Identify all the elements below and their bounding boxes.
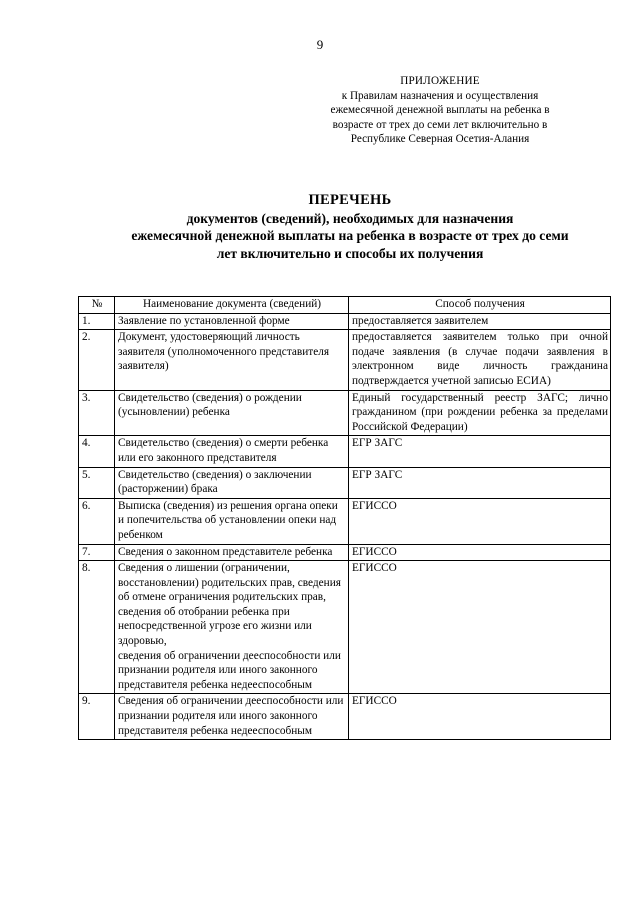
row-number: 4. <box>79 436 115 467</box>
row-number: 2. <box>79 330 115 390</box>
document-title <box>60 192 640 262</box>
page-number: 9 <box>316 37 324 52</box>
row-document-name: Свидетельство (сведения) о смерти ребенка или его законного представителя <box>115 436 349 467</box>
documents-table <box>78 296 611 740</box>
row-document-name: Сведения об ограничении дееспособности или признании родителя или иного законного представителя ребенка недееспособным <box>115 694 349 740</box>
row-method: Единый государственный реестр ЗАГС; лично гражданином (при рождении ребенка за пределами Российской Федерации) <box>349 390 611 436</box>
appendix-line: ежемесячной денежной выплаты на ребенка в <box>330 104 550 117</box>
row-number: 9. <box>79 694 115 740</box>
table-row <box>79 694 611 740</box>
row-document-name: Сведения о законном представителе ребенка <box>115 544 349 561</box>
appendix-line: возрасте от трех до семи лет включительно в <box>332 118 548 131</box>
row-method: ЕГР ЗАГС <box>349 436 611 467</box>
row-document-name: Выписка (сведения) из решения органа опеки и попечительства об установлении опеки над ребенком <box>115 498 349 544</box>
table-row <box>79 544 611 561</box>
row-number: 7. <box>79 544 115 561</box>
table-row <box>79 467 611 498</box>
appendix-block <box>300 74 580 147</box>
title-line: лет включительно и способы их получения <box>216 245 484 261</box>
header-method: Способ получения <box>349 297 611 314</box>
row-method: ЕГИССО <box>349 694 611 740</box>
table-row <box>79 561 611 694</box>
row-document-name: Свидетельство (сведения) о рождении (усыновлении) ребенка <box>115 390 349 436</box>
row-method: предоставляется заявителем только при очной подаче заявления (в случае подачи заявления в электронном виде личность гражданина подтверждается учетной записью ЕСИА) <box>349 330 611 390</box>
title-line: документов (сведений), необходимых для назначения <box>186 210 514 226</box>
row-number: 3. <box>79 390 115 436</box>
table-row <box>79 390 611 436</box>
appendix-heading: ПРИЛОЖЕНИЕ <box>400 75 480 87</box>
row-document-name: Документ, удостоверяющий личность заявителя (уполномоченного представителя заявителя) <box>115 330 349 390</box>
table-row <box>79 330 611 390</box>
title-line: ежемесячной денежной выплаты на ребенка в возрасте от трех до семи <box>131 228 569 243</box>
row-number: 5. <box>79 467 115 498</box>
row-method: ЕГИССО <box>349 561 611 694</box>
header-document-name: Наименование документа (сведений) <box>115 297 349 314</box>
table-header-row <box>79 297 611 314</box>
row-document-name: Свидетельство (сведения) о заключении (расторжении) брака <box>115 467 349 498</box>
table-row <box>79 498 611 544</box>
table-row <box>79 313 611 330</box>
row-document-name: Заявление по установленной форме <box>115 313 349 330</box>
row-number: 6. <box>79 498 115 544</box>
appendix-line: к Правилам назначения и осуществления <box>341 89 539 102</box>
table-row <box>79 436 611 467</box>
row-method: ЕГИССО <box>349 544 611 561</box>
row-document-name: Сведения о лишении (ограничении, восстановлении) родительских прав, сведения об отмене ограничения родительских прав, сведения об отобрании ребенка при непосредственной угрозе его жизни или здоровью, сведения об ограничении дееспособности или признании родителя или иного законного представителя ребенка недееспособным <box>115 561 349 694</box>
title-main: ПЕРЕЧЕНЬ <box>308 192 392 208</box>
row-number: 1. <box>79 313 115 330</box>
row-number: 8. <box>79 561 115 694</box>
row-method: предоставляется заявителем <box>349 313 611 330</box>
row-method: ЕГИССО <box>349 498 611 544</box>
row-method: ЕГР ЗАГС <box>349 467 611 498</box>
header-number: № <box>79 297 115 314</box>
appendix-line: Республике Северная Осетия-Алания <box>350 133 530 146</box>
